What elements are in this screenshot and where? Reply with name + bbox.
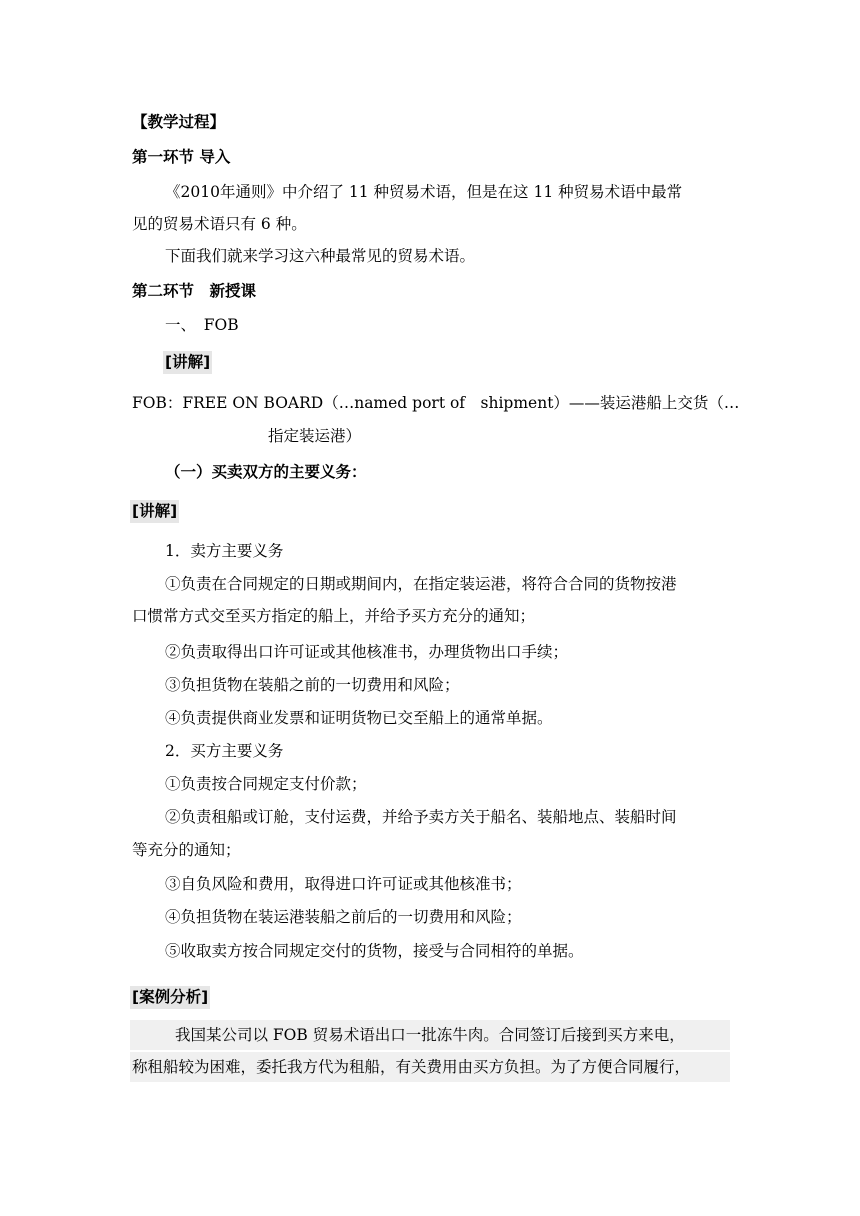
seller-obligation-2: ②负责取得出口许可证或其他核准书，办理货物出口手续； <box>165 643 569 661</box>
section1-para1-line2: 见的贸易术语只有 6 种。 <box>132 215 307 233</box>
seller-obligation-4: ④负责提供商业发票和证明货物已交至船上的通常单据。 <box>165 709 553 727</box>
seller-obligation-1-line1: ①负责在合同规定的日期或期间内，在指定装运港，将符合合同的货物按港 <box>165 575 677 593</box>
case-line2: 称租船较为困难，委托我方代为租船，有关费用由买方负担。为了方便合同履行， <box>132 1058 691 1076</box>
section1-para2: 下面我们就来学习这六种最常见的贸易术语。 <box>165 247 476 265</box>
section1-para1-line1: 《2010年通则》中介绍了 11 种贸易术语，但是在这 11 种贸易术语中最常 <box>165 183 683 201</box>
buyer-obligation-5: ⑤收取卖方按合同规定交付的货物，接受与合同相符的单据。 <box>165 942 584 960</box>
section1-heading: 第一环节 导入 <box>132 148 231 166</box>
case-line1: 我国某公司以 FOB 贸易术语出口一批冻牛肉。合同签订后接到买方来电， <box>175 1026 685 1044</box>
seller-obligation-3: ③负担货物在装船之前的一切费用和风险； <box>165 676 460 694</box>
fob-definition-line2: 指定装运港） <box>268 427 362 445</box>
section2-heading: 第二环节 新授课 <box>132 282 257 300</box>
tag-case-analysis: [案例分析] <box>130 986 210 1009</box>
process-heading: 【教学过程】 <box>132 113 226 131</box>
fob-definition-line1: FOB：FREE ON BOARD（…named port of shipment）——装运港船上交货（… <box>132 394 740 412</box>
tag-explain-2: [讲解] <box>130 500 179 523</box>
buyer-obligation-3: ③自负风险和费用，取得进口许可证或其他核准书； <box>165 875 522 893</box>
tag-explain-1: [讲解] <box>163 351 212 374</box>
buyer-obligation-2-line1: ②负责租船或订舱，支付运费，并给予卖方关于船名、装船地点、装船时间 <box>165 808 677 826</box>
seller-obligation-1-line2: 口惯常方式交至买方指定的船上，并给予买方充分的通知； <box>132 607 536 625</box>
buyer-obligation-4: ④负担货物在装运港装船之前后的一切费用和风险； <box>165 908 522 926</box>
buyer-obligation-1: ①负责按合同规定支付价款； <box>165 775 367 793</box>
buyer-obligation-2-line2: 等充分的通知； <box>132 841 241 859</box>
buyer-title: 2．买方主要义务 <box>165 742 284 760</box>
item1-fob: 一、 FOB <box>165 316 239 334</box>
obligations-heading: （一）买卖双方的主要义务： <box>165 463 367 481</box>
seller-title: 1．卖方主要义务 <box>165 542 284 560</box>
